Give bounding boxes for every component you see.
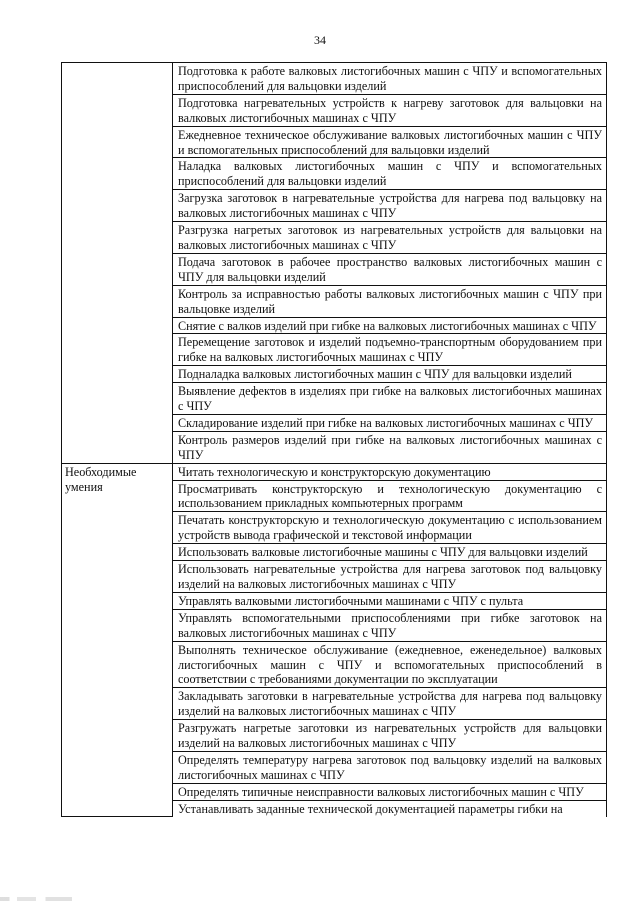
requirement-text: Подготовка к работе валковых листогибочных машин с ЧПУ и вспомогательных приспособлений для вальцовки изделий [173,63,607,95]
requirement-text: Загрузка заготовок в нагревательные устройства для нагрева под вальцовку на валковых листогибочных машинах с ЧПУ [173,190,607,222]
requirement-text: Разгрузка нагретых заготовок из нагревательных устройств для вальцовки на валковых листогибочных машинах с ЧПУ [173,222,607,254]
requirement-text: Наладка валковых листогибочных машин с ЧПУ и вспомогательных приспособлений для вальцовки изделий [173,158,607,190]
table-row [62,463,607,480]
scan-artifact [0,897,120,901]
requirement-text: Читать технологическую и конструкторскую документацию [173,463,607,480]
requirement-text: Использовать валковые листогибочные машины с ЧПУ для вальцовки изделий [173,544,607,561]
requirement-text: Контроль размеров изделий при гибке на валковых листогибочных машинах с ЧПУ [173,431,607,463]
requirement-text: Перемещение заготовок и изделий подъемно-транспортным оборудованием при гибке на валковых листогибочных машинах с ЧПУ [173,334,607,366]
requirement-text: Подналадка валковых листогибочных машин с ЧПУ для вальцовки изделий [173,366,607,383]
table-body [62,63,607,817]
requirement-text: Использовать нагревательные устройства для нагрева заготовок под вальцовку изделий на валковых листогибочных машинах с ЧПУ [173,561,607,593]
competency-table [61,62,607,817]
requirement-text: Выполнять техническое обслуживание (ежедневное, еженедельное) валковых листогибочных машин с ЧПУ и вспомогательных приспособлений в соответствии с требованиями документации по эксплуатации [173,641,607,688]
requirement-text: Просматривать конструкторскую и технологическую документацию с использованием прикладных компьютерных программ [173,480,607,512]
table-row [62,63,607,95]
requirement-text: Снятие с валков изделий при гибке на валковых листогибочных машинах с ЧПУ [173,317,607,334]
requirement-text: Выявление дефектов в изделиях при гибке на валковых листогибочных машинах с ЧПУ [173,383,607,415]
requirement-text: Ежедневное техническое обслуживание валковых листогибочных машин с ЧПУ и вспомогательных приспособлений для вальцовки изделий [173,126,607,158]
requirement-text: Определять температуру нагрева заготовок под вальцовку изделий на валковых листогибочных машинах с ЧПУ [173,751,607,783]
requirement-text: Подготовка нагревательных устройств к нагреву заготовок для вальцовки на валковых листогибочных машинах с ЧПУ [173,94,607,126]
requirement-text: Управлять вспомогательными приспособлениями при гибке заготовок на валковых листогибочных машинах с ЧПУ [173,609,607,641]
section-label: Необходимые умения [62,463,173,816]
requirement-text: Устанавливать заданные технической документацией параметры гибки на [173,800,607,816]
section-label [62,63,173,464]
requirement-text: Управлять валковыми листогибочными машинами с ЧПУ с пульта [173,592,607,609]
requirement-text: Разгружать нагретые заготовки из нагревательных устройств для вальцовки изделий на валковых листогибочных машинах с ЧПУ [173,720,607,752]
page-number: 34 [314,33,326,47]
requirement-text: Подача заготовок в рабочее пространство валковых листогибочных машин с ЧПУ для вальцовки изделий [173,253,607,285]
requirement-text: Контроль за исправностью работы валковых листогибочных машин с ЧПУ при вальцовке изделий [173,285,607,317]
requirement-text: Закладывать заготовки в нагревательные устройства для нагрева под вальцовку изделий на валковых листогибочных машинах с ЧПУ [173,688,607,720]
requirement-text: Складирование изделий при гибке на валковых листогибочных машинах с ЧПУ [173,414,607,431]
requirement-text: Печатать конструкторскую и технологическую документацию с использованием устройств вывода графической и текстовой информации [173,512,607,544]
requirement-text: Определять типичные неисправности валковых листогибочных машин с ЧПУ [173,783,607,800]
